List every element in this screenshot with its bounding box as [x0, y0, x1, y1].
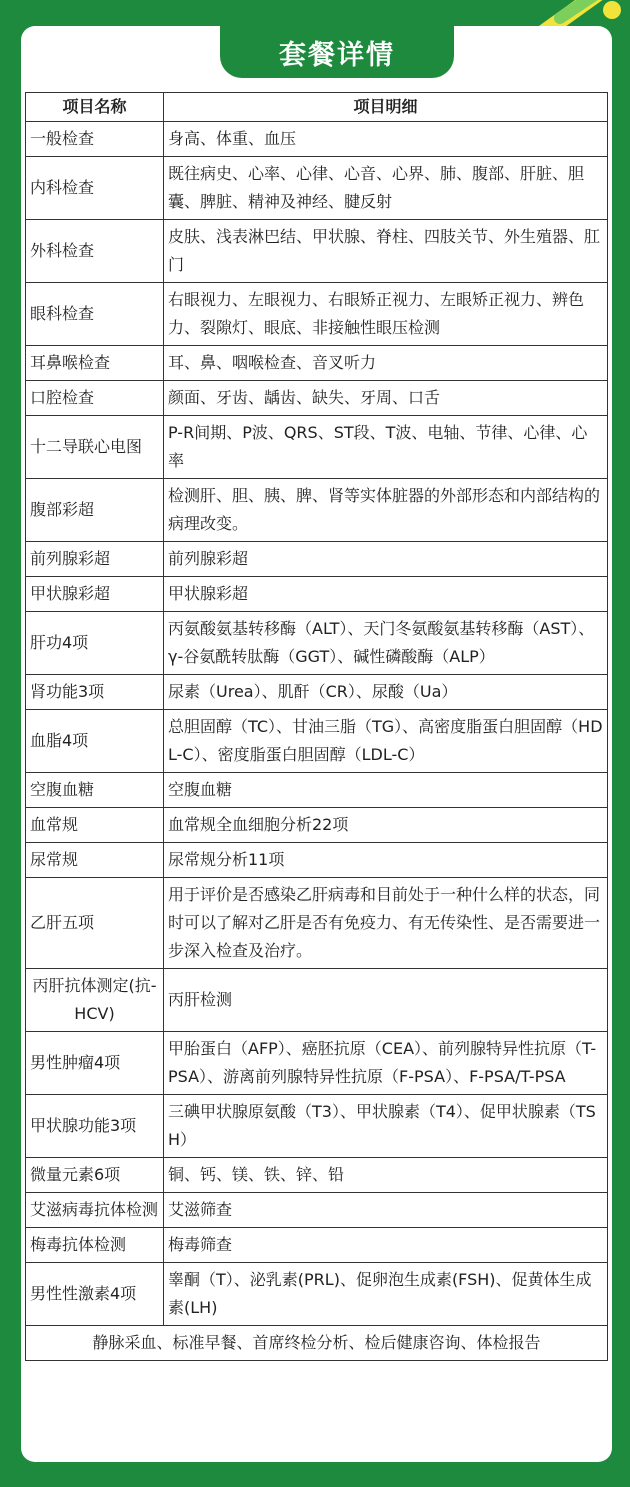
item-name: 耳鼻喉检查	[26, 346, 164, 381]
header-item-detail: 项目明细	[164, 93, 608, 122]
item-detail: 耳、鼻、咽喉检查、音叉听力	[164, 346, 608, 381]
item-name: 男性肿瘤4项	[26, 1032, 164, 1095]
table-row	[26, 710, 608, 773]
item-detail: 尿常规分析11项	[164, 843, 608, 878]
table-row	[26, 969, 608, 1032]
item-detail: 检测肝、胆、胰、脾、肾等实体脏器的外部形态和内部结构的病理改变。	[164, 479, 608, 542]
package-table	[25, 92, 608, 1361]
title-tab	[220, 26, 454, 78]
item-detail: 空腹血糖	[164, 773, 608, 808]
item-detail: 前列腺彩超	[164, 542, 608, 577]
table-footer-row	[26, 1326, 608, 1361]
item-name: 内科检查	[26, 157, 164, 220]
table-row	[26, 479, 608, 542]
page-title: 套餐详情	[279, 39, 395, 71]
item-name: 艾滋病毒抗体检测	[26, 1193, 164, 1228]
item-detail: 皮肤、浅表淋巴结、甲状腺、脊柱、四肢关节、外生殖器、肛门	[164, 220, 608, 283]
item-name: 一般检查	[26, 122, 164, 157]
item-name: 血常规	[26, 808, 164, 843]
item-name: 微量元素6项	[26, 1158, 164, 1193]
table-row	[26, 122, 608, 157]
table-row	[26, 1193, 608, 1228]
item-detail: 铜、钙、镁、铁、锌、铅	[164, 1158, 608, 1193]
item-name: 腹部彩超	[26, 479, 164, 542]
table-row	[26, 1095, 608, 1158]
table-row	[26, 773, 608, 808]
item-detail: 三碘甲状腺原氨酸（T3）、甲状腺素（T4）、促甲状腺素（TSH）	[164, 1095, 608, 1158]
table-row	[26, 612, 608, 675]
item-detail: 右眼视力、左眼视力、右眼矫正视力、左眼矫正视力、辨色力、裂隙灯、眼底、非接触性眼压检测	[164, 283, 608, 346]
item-detail: 丙肝检测	[164, 969, 608, 1032]
item-detail: 血常规全血细胞分析22项	[164, 808, 608, 843]
table-row	[26, 416, 608, 479]
footer-services: 静脉采血、标准早餐、首席终检分析、检后健康咨询、体检报告	[26, 1326, 608, 1361]
item-name: 乙肝五项	[26, 878, 164, 969]
item-name: 口腔检查	[26, 381, 164, 416]
item-detail: 睾酮（T）、泌乳素(PRL)、促卵泡生成素(FSH)、促黄体生成素(LH)	[164, 1263, 608, 1326]
item-detail: 甲胎蛋白（AFP）、癌胚抗原（CEA）、前列腺特异性抗原（T-PSA）、游离前列腺特异性抗原（F-PSA）、F-PSA/T-PSA	[164, 1032, 608, 1095]
item-name: 眼科检查	[26, 283, 164, 346]
item-detail: 总胆固醇（TC）、甘油三脂（TG）、高密度脂蛋白胆固醇（HDL-C）、密度脂蛋白胆固醇（LDL-C）	[164, 710, 608, 773]
package-card	[21, 26, 612, 1462]
table-row	[26, 878, 608, 969]
item-detail: 丙氨酸氨基转移酶（ALT）、天门冬氨酸氨基转移酶（AST）、γ-谷氨酰转肽酶（GGT）、碱性磷酸酶（ALP）	[164, 612, 608, 675]
table-row	[26, 1158, 608, 1193]
table-row	[26, 381, 608, 416]
table-row	[26, 675, 608, 710]
table-row	[26, 1228, 608, 1263]
item-name: 甲状腺功能3项	[26, 1095, 164, 1158]
item-detail: 梅毒筛查	[164, 1228, 608, 1263]
table-row	[26, 1263, 608, 1326]
item-name: 梅毒抗体检测	[26, 1228, 164, 1263]
table-row	[26, 843, 608, 878]
item-detail: 颜面、牙齿、龋齿、缺失、牙周、口舌	[164, 381, 608, 416]
table-row	[26, 157, 608, 220]
table-row	[26, 283, 608, 346]
table-row	[26, 346, 608, 381]
item-name: 肾功能3项	[26, 675, 164, 710]
item-detail: 用于评价是否感染乙肝病毒和目前处于一种什么样的状态，同时可以了解对乙肝是否有免疫力、有无传染性、是否需要进一步深入检查及治疗。	[164, 878, 608, 969]
item-name: 丙肝抗体测定(抗-HCV)	[26, 969, 164, 1032]
item-name: 前列腺彩超	[26, 542, 164, 577]
item-name: 男性性激素4项	[26, 1263, 164, 1326]
item-detail: 身高、体重、血压	[164, 122, 608, 157]
item-name: 十二导联心电图	[26, 416, 164, 479]
table-header-row	[26, 93, 608, 122]
item-name: 尿常规	[26, 843, 164, 878]
table-row	[26, 808, 608, 843]
table-row	[26, 542, 608, 577]
item-name: 外科检查	[26, 220, 164, 283]
table-row	[26, 1032, 608, 1095]
item-detail: P-R间期、P波、QRS、ST段、T波、电轴、节律、心律、心率	[164, 416, 608, 479]
item-name: 空腹血糖	[26, 773, 164, 808]
item-detail: 尿素（Urea）、肌酐（CR）、尿酸（Ua）	[164, 675, 608, 710]
item-detail: 既往病史、心率、心律、心音、心界、肺、腹部、肝脏、胆囊、脾脏、精神及神经、腱反射	[164, 157, 608, 220]
header-item-name: 项目名称	[26, 93, 164, 122]
item-name: 血脂4项	[26, 710, 164, 773]
table-row	[26, 577, 608, 612]
table-row	[26, 220, 608, 283]
item-detail: 甲状腺彩超	[164, 577, 608, 612]
item-name: 肝功4项	[26, 612, 164, 675]
item-detail: 艾滋筛查	[164, 1193, 608, 1228]
item-name: 甲状腺彩超	[26, 577, 164, 612]
